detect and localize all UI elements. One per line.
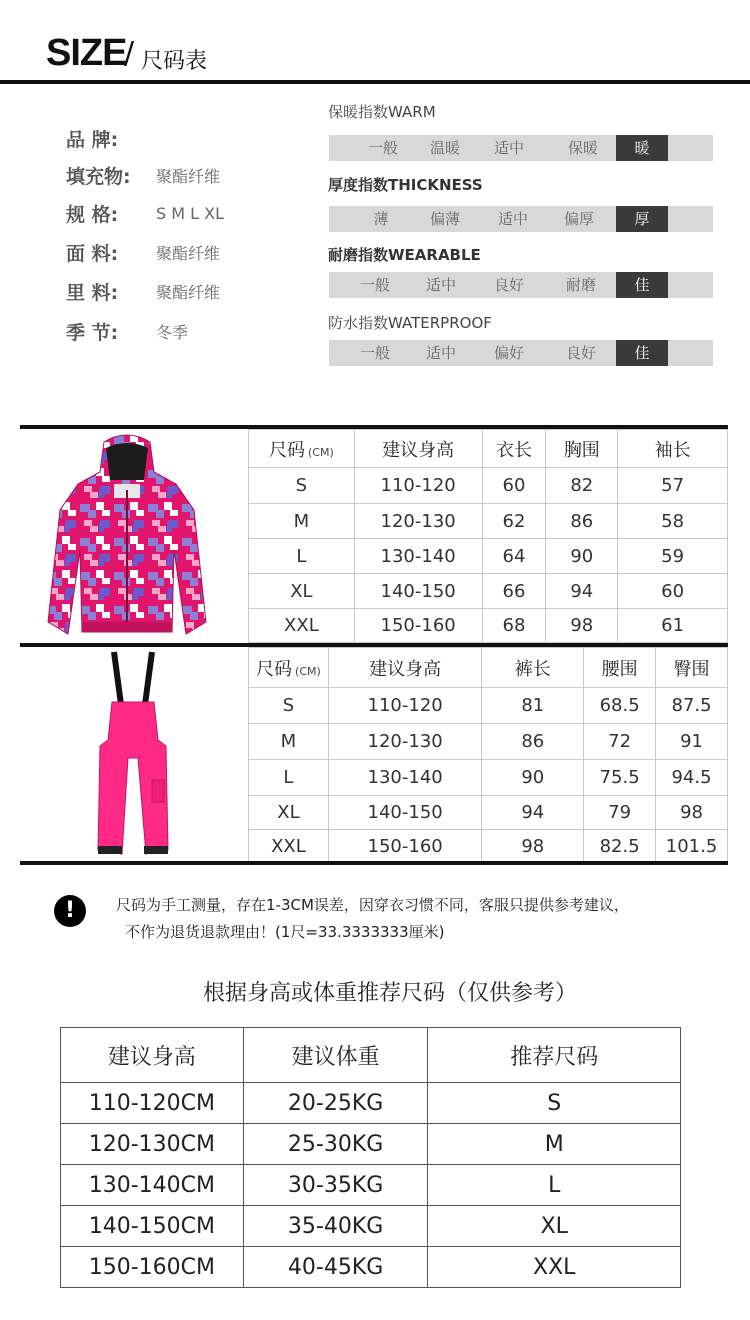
table-header: 尺码 (CM)	[249, 648, 329, 688]
table-row	[61, 1206, 681, 1247]
table-cell: 75.5	[584, 760, 656, 796]
jacket-size-table	[248, 429, 728, 643]
info-label: 面 料:	[66, 242, 119, 265]
table-cell: 110-120CM	[61, 1083, 244, 1124]
table-header: 推荐尺码	[428, 1028, 681, 1083]
table-header: 建议身高	[354, 430, 482, 468]
exclamation-icon: !	[54, 895, 86, 927]
table-cell: 130-140	[354, 539, 482, 574]
pants-size-table	[248, 647, 728, 864]
warm-index-title: 保暖指数WARM	[328, 103, 436, 121]
info-label: 里 料:	[66, 281, 119, 304]
table-cell: 150-160CM	[61, 1247, 244, 1288]
index-level-selected: 暖	[616, 135, 668, 161]
table-cell: 90	[482, 760, 584, 796]
wearable-index-title: 耐磨指数WEARABLE	[328, 246, 481, 264]
index-level: 良好	[493, 276, 524, 294]
title-slash: /	[124, 36, 135, 71]
table-cell: 64	[482, 539, 546, 574]
pants-image	[82, 650, 182, 858]
table-cell: 20-25KG	[243, 1083, 428, 1124]
index-level-selected: 佳	[616, 340, 668, 366]
table-cell: XXL	[249, 609, 355, 643]
table-cell: 72	[584, 724, 656, 760]
table-row	[61, 1124, 681, 1165]
table-cell: 58	[618, 504, 728, 539]
index-level: 一般	[359, 276, 390, 294]
table-row	[249, 688, 728, 724]
table-cell: L	[428, 1165, 681, 1206]
index-level: 保暖	[567, 139, 598, 157]
table-header-row	[61, 1028, 681, 1083]
index-level: 适中	[425, 344, 456, 362]
header-divider	[0, 80, 750, 84]
table-row	[249, 504, 728, 539]
table-cell: XXL	[428, 1247, 681, 1288]
info-row-filling	[66, 160, 220, 190]
info-label: 品 牌:	[66, 128, 119, 151]
table-header: 衣长	[482, 430, 546, 468]
index-level: 耐磨	[565, 276, 596, 294]
table-cell: 68	[482, 609, 546, 643]
table-cell: 30-35KG	[243, 1165, 428, 1206]
info-label: 季 节:	[66, 321, 119, 344]
index-level: 良好	[565, 344, 596, 362]
table-cell: 87.5	[656, 688, 728, 724]
index-level: 适中	[493, 139, 524, 157]
table-cell: 68.5	[584, 688, 656, 724]
index-level: 一般	[367, 139, 398, 157]
info-value: 聚酯纤维	[156, 243, 221, 263]
table-header-row	[249, 430, 728, 468]
thickness-index-title: 厚度指数THICKNESS	[328, 176, 483, 194]
index-level: 偏厚	[563, 210, 594, 228]
index-level: 温暖	[429, 139, 460, 157]
info-value: 冬季	[156, 322, 189, 342]
index-level-selected: 厚	[616, 206, 668, 232]
table-row	[249, 609, 728, 643]
table-row	[61, 1165, 681, 1206]
table-row	[249, 574, 728, 609]
table-cell: 94.5	[656, 760, 728, 796]
page-title-cn: 尺码表	[141, 49, 208, 74]
table-cell: XL	[249, 574, 355, 609]
table-cell: 98	[656, 796, 728, 830]
table-header: 袖长	[618, 430, 728, 468]
info-value: S M L XL	[156, 203, 225, 223]
table-row	[249, 724, 728, 760]
table-cell: 110-120	[354, 468, 482, 504]
index-level-selected: 佳	[616, 272, 668, 298]
index-level: 一般	[359, 344, 390, 362]
waterproof-index-bar	[329, 340, 713, 366]
table-cell: 140-150	[354, 574, 482, 609]
table-cell: 79	[584, 796, 656, 830]
table-cell: 62	[482, 504, 546, 539]
info-row-brand	[66, 123, 156, 153]
table-row	[249, 760, 728, 796]
table-cell: 90	[546, 539, 618, 574]
table-cell: 25-30KG	[243, 1124, 428, 1165]
page-title-en: SIZE	[46, 32, 127, 74]
info-row-fabric	[66, 237, 220, 267]
table-cell: M	[249, 724, 329, 760]
recommend-table	[60, 1027, 681, 1288]
table-cell: 110-120	[328, 688, 482, 724]
info-row-lining	[66, 276, 220, 306]
table-header: 腰围	[584, 648, 656, 688]
index-level: 偏薄	[429, 210, 460, 228]
table-header-row	[249, 648, 728, 688]
table-cell: S	[249, 468, 355, 504]
table-header: 臀围	[656, 648, 728, 688]
table-cell: 59	[618, 539, 728, 574]
table-cell: 86	[546, 504, 618, 539]
table-cell: 66	[482, 574, 546, 609]
index-level: 薄	[373, 210, 389, 228]
table-cell: 120-130	[328, 724, 482, 760]
notice-text-line2: 不作为退货退款理由！(1尺=33.3333333厘米)	[125, 923, 445, 941]
info-row-season	[66, 316, 188, 346]
table-cell: XXL	[249, 830, 329, 864]
table-header: 建议身高	[328, 648, 482, 688]
table-cell: 61	[618, 609, 728, 643]
table-cell: 98	[546, 609, 618, 643]
table-row	[249, 830, 728, 864]
table-cell: 82	[546, 468, 618, 504]
table-row	[249, 539, 728, 574]
table-cell: 120-130	[354, 504, 482, 539]
pants-bottom-rule	[20, 861, 728, 865]
table-cell: S	[428, 1083, 681, 1124]
table-cell: 101.5	[656, 830, 728, 864]
table-row	[249, 468, 728, 504]
info-label: 规 格:	[66, 203, 119, 226]
table-cell: 140-150	[328, 796, 482, 830]
table-cell: 140-150CM	[61, 1206, 244, 1247]
table-cell: XL	[249, 796, 329, 830]
recommend-title: 根据身高或体重推荐尺码（仅供参考）	[202, 981, 577, 1006]
table-cell: 130-140CM	[61, 1165, 244, 1206]
table-cell: 57	[618, 468, 728, 504]
table-cell: 150-160	[354, 609, 482, 643]
table-header: 建议体重	[243, 1028, 428, 1083]
table-row	[61, 1083, 681, 1124]
info-row-spec	[66, 198, 224, 228]
table-cell: M	[249, 504, 355, 539]
table-cell: 91	[656, 724, 728, 760]
table-cell: L	[249, 539, 355, 574]
table-header: 尺码 (CM)	[249, 430, 355, 468]
warm-index-bar	[329, 135, 713, 161]
table-header: 建议身高	[61, 1028, 244, 1083]
table-cell: 60	[618, 574, 728, 609]
table-cell: 86	[482, 724, 584, 760]
table-cell: 94	[546, 574, 618, 609]
table-cell: 150-160	[328, 830, 482, 864]
index-level: 偏好	[493, 344, 524, 362]
info-value: 聚酯纤维	[156, 166, 221, 186]
table-row	[249, 796, 728, 830]
info-value: 聚酯纤维	[156, 282, 221, 302]
table-cell: 35-40KG	[243, 1206, 428, 1247]
info-label: 填充物:	[66, 165, 131, 188]
table-cell: 130-140	[328, 760, 482, 796]
wearable-index-bar	[329, 272, 713, 298]
table-cell: L	[249, 760, 329, 796]
table-header: 裤长	[482, 648, 584, 688]
table-header: 胸围	[546, 430, 618, 468]
table-cell: 40-45KG	[243, 1247, 428, 1288]
table-cell: M	[428, 1124, 681, 1165]
thickness-index-bar	[329, 206, 713, 232]
waterproof-index-title: 防水指数WATERPROOF	[328, 314, 492, 332]
table-cell: 98	[482, 830, 584, 864]
table-cell: 120-130CM	[61, 1124, 244, 1165]
table-cell: 94	[482, 796, 584, 830]
table-cell: 81	[482, 688, 584, 724]
table-cell: XL	[428, 1206, 681, 1247]
table-cell: 60	[482, 468, 546, 504]
table-cell: 82.5	[584, 830, 656, 864]
index-level: 适中	[497, 210, 528, 228]
table-row	[61, 1247, 681, 1288]
jacket-image	[44, 432, 210, 640]
index-level: 适中	[425, 276, 456, 294]
table-cell: S	[249, 688, 329, 724]
notice-text-line1: 尺码为手工测量，存在1-3CM误差，因穿衣习惯不同，客服只提供参考建议，	[116, 896, 629, 914]
